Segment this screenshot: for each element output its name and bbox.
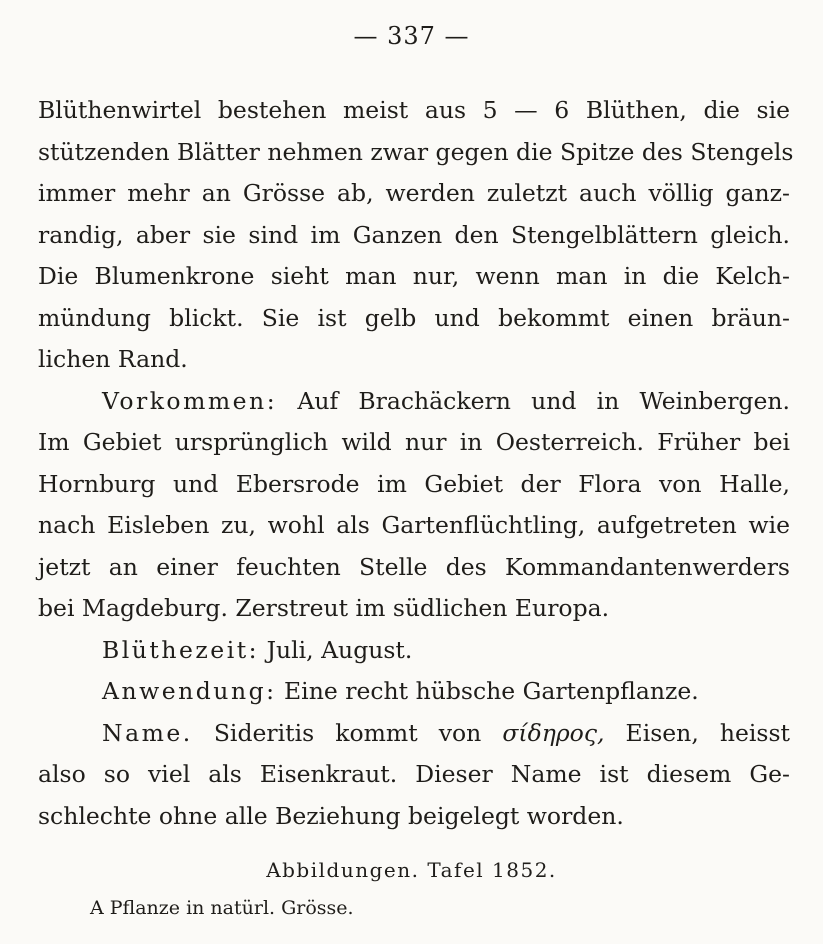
text-line: also so viel als Eisenkraut. Dieser Name ist diesem Ge- bbox=[38, 760, 790, 788]
vorkommen-first-line bbox=[38, 381, 790, 423]
name-first-line bbox=[38, 713, 790, 755]
text-line: Blüthenwirtel bestehen meist aus 5 — 6 Blüthen, die sie bbox=[38, 96, 790, 124]
name-text-before: Sideritis kommt von bbox=[213, 718, 482, 747]
bluethezeit-line bbox=[38, 630, 790, 672]
greek-word: σίδηρος, bbox=[502, 718, 605, 747]
abbildungen-heading: Abbildungen. Tafel 1852. bbox=[266, 858, 557, 882]
text-line: Die Blumenkrone sieht man nur, wenn man in die Kelch- bbox=[38, 262, 790, 290]
text-line: schlechte ohne alle Beziehung beigelegt worden. bbox=[38, 801, 624, 830]
page-number: — 337 — bbox=[353, 22, 470, 50]
text-line: Hornburg und Ebersrode im Gebiet der Flora von Halle, bbox=[38, 469, 790, 498]
text-line: Im Gebiet ursprünglich wild nur in Oesterreich. Früher bei bbox=[38, 428, 790, 456]
text-line: mündung blickt. Sie ist gelb und bekommt einen bräun- bbox=[38, 303, 790, 332]
bluethezeit-text: Juli, August. bbox=[266, 635, 413, 664]
vorkommen-label: Vorkommen: bbox=[102, 386, 278, 415]
name-text-after: Eisen, heisst bbox=[625, 718, 790, 747]
abbildungen-caption: A Pflanze in natürl. Grösse. bbox=[90, 897, 354, 919]
anwendung-text: Eine recht hübsche Gartenpflanze. bbox=[284, 677, 699, 705]
bluethezeit-label: Blüthezeit: bbox=[102, 635, 260, 664]
text-line: jetzt an einer feuchten Stelle des Kommandantenwerders bbox=[38, 552, 790, 581]
text-line: immer mehr an Grösse ab, werden zuletzt auch völlig ganz- bbox=[38, 179, 790, 207]
name-label: Name. bbox=[102, 718, 193, 747]
vorkommen-text: Auf Brachäckern und in Weinbergen. bbox=[297, 386, 790, 415]
text-line: bei Magdeburg. Zerstreut im südlichen Europa. bbox=[38, 594, 610, 622]
text-line: lichen Rand. bbox=[38, 345, 188, 373]
text-line: stützenden Blätter nehmen zwar gegen die Spitze des Stengels bbox=[38, 137, 794, 166]
anwendung-label: Anwendung: bbox=[102, 677, 277, 705]
body-text bbox=[38, 90, 794, 837]
text-line: randig, aber sie sind im Ganzen den Stengelblättern gleich. bbox=[38, 220, 790, 249]
anwendung-line bbox=[38, 671, 790, 713]
text-line: nach Eisleben zu, wohl als Gartenflüchtling, aufgetreten wie bbox=[38, 511, 790, 539]
